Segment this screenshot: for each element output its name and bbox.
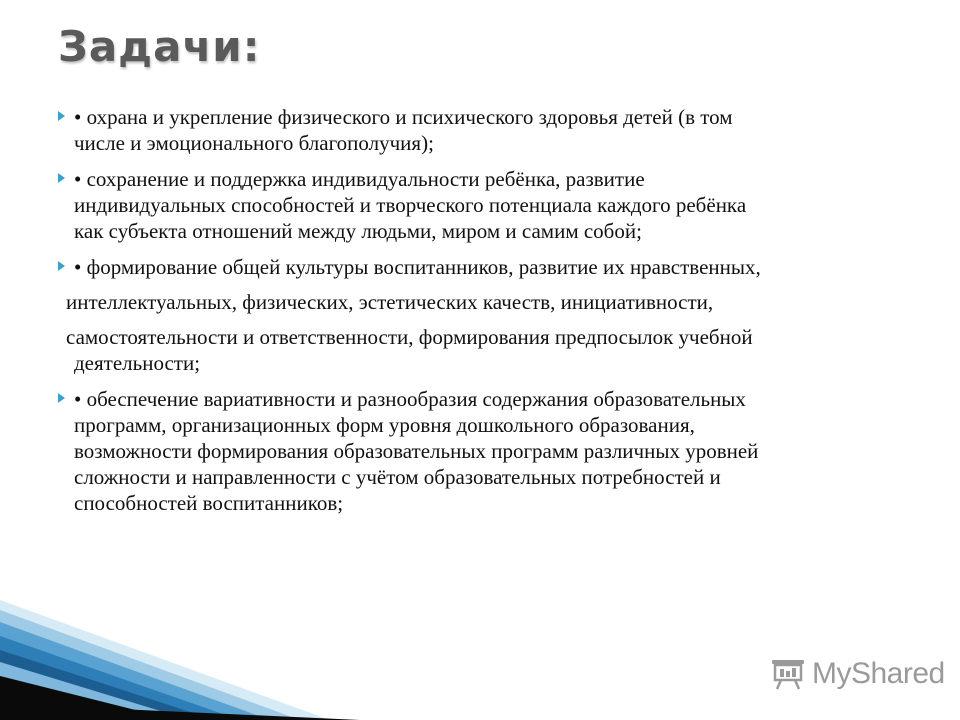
list-item	[60, 254, 945, 376]
projector-screen-icon	[770, 657, 806, 691]
item-line: • обеспечение вариативности и разнообразия содержания образовательных	[74, 387, 746, 411]
item-line: • охрана и укрепление физического и психического здоровья детей (в том	[74, 105, 733, 129]
item-line: интеллектуальных, физических, эстетических качеств, инициативности,	[66, 290, 714, 314]
watermark-logo	[770, 654, 945, 694]
item-line: деятельности;	[74, 351, 201, 375]
item-line: возможности формирования образовательных программ различных уровней	[74, 439, 759, 463]
item-line: как субъекта отношений между людьми, миром и самим собой;	[74, 219, 642, 243]
task-list	[60, 104, 945, 526]
list-item	[60, 166, 945, 244]
item-line: программ, организационных форм уровня дошкольного образования,	[74, 413, 695, 437]
arrow-bullet-icon	[58, 111, 65, 121]
watermark-text: MyShared	[812, 657, 945, 690]
item-line: индивидуальных способностей и творческого потенциала каждого ребёнка	[74, 193, 747, 217]
arrow-bullet-icon	[58, 173, 65, 183]
item-line: • формирование общей культуры воспитанников, развитие их нравственных,	[74, 255, 761, 279]
item-line: самостоятельности и ответственности, формирования предпосылок учебной	[66, 325, 753, 349]
item-line: способностей воспитанников;	[74, 491, 344, 515]
list-item	[60, 104, 945, 156]
item-line: числе и эмоционального благополучия);	[74, 131, 434, 155]
item-line: сложности и направленности с учётом образовательных потребностей и	[74, 465, 721, 489]
slide-title: Задачи:	[58, 22, 261, 71]
arrow-bullet-icon	[58, 261, 65, 271]
item-line: • сохранение и поддержка индивидуальности ребёнка, развитие	[74, 167, 645, 191]
arrow-bullet-icon	[58, 393, 65, 403]
list-item	[60, 386, 945, 516]
